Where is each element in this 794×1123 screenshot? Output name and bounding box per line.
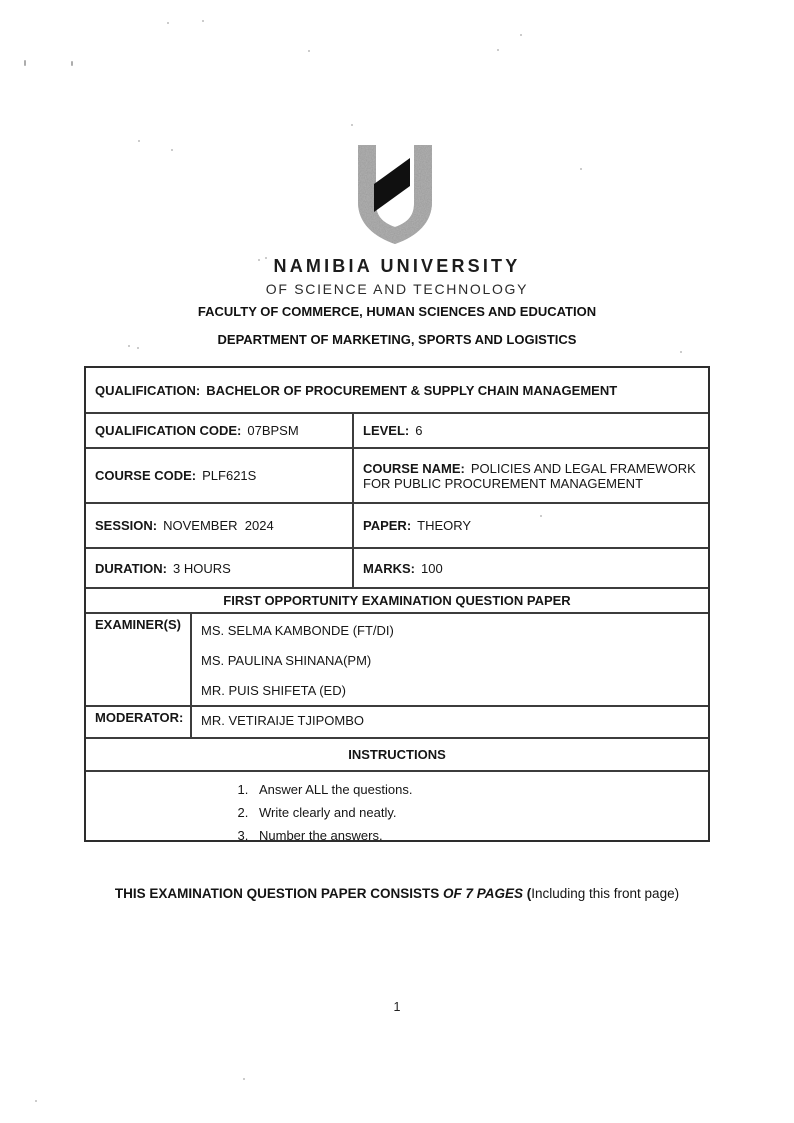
examiners-label-cell bbox=[86, 614, 190, 705]
shield-icon bbox=[349, 145, 441, 245]
course-name-label: COURSE NAME: bbox=[363, 460, 465, 476]
qualification-row bbox=[86, 368, 708, 412]
course-name-cell bbox=[352, 449, 708, 502]
page-count-note-italic: OF 7 PAGES bbox=[442, 886, 527, 901]
session-value: NOVEMBER 2024 bbox=[163, 518, 274, 533]
paper-label: PAPER: bbox=[363, 518, 412, 533]
marks-cell bbox=[352, 549, 708, 587]
instruction-item: 3. Number the answers. bbox=[252, 824, 412, 847]
moderator-name-cell bbox=[190, 707, 708, 737]
exam-details-table bbox=[84, 366, 710, 842]
moderator-row bbox=[86, 705, 708, 737]
examiner-name: MS. SELMA KAMBONDE (FT/DI) bbox=[201, 623, 394, 638]
examiners-names-cell bbox=[190, 614, 708, 705]
duration-cell bbox=[86, 549, 352, 587]
course-code-cell bbox=[86, 449, 352, 502]
page-count-note-rest: Including this front page) bbox=[531, 886, 680, 901]
examiner-name: MR. PUIS SHIFETA (ED) bbox=[201, 683, 346, 698]
session-label: SESSION: bbox=[95, 518, 158, 533]
course-row bbox=[86, 447, 708, 502]
duration-value: 3 HOURS bbox=[172, 560, 231, 576]
qualification-value: BACHELOR OF PROCUREMENT & SUPPLY CHAIN MANAGEMENT bbox=[206, 382, 618, 398]
instructions-banner: INSTRUCTIONS bbox=[86, 737, 708, 770]
course-code-label: COURSE CODE: bbox=[95, 468, 197, 483]
level-cell bbox=[352, 414, 708, 447]
examiners-label: EXAMINER(S) bbox=[95, 617, 181, 632]
duration-label: DURATION: bbox=[95, 560, 167, 576]
paper-value: THEORY bbox=[417, 518, 472, 533]
course-name-value: POLICIES AND LEGAL FRAMEWORK FOR PUBLIC PROCUREMENT MANAGEMENT bbox=[363, 460, 700, 491]
page-count-note bbox=[0, 886, 794, 901]
course-code-value: PLF621S bbox=[202, 468, 257, 483]
marks-value: 100 bbox=[421, 560, 443, 576]
instructions-list bbox=[86, 778, 412, 847]
moderator-value: MR. VETIRAIJE TJIPOMBO bbox=[201, 713, 365, 728]
university-logo bbox=[349, 145, 441, 245]
qualification-code-value: 07BPSM bbox=[247, 423, 299, 438]
moderator-label: MODERATOR: bbox=[95, 710, 184, 725]
paper-cell bbox=[352, 504, 708, 547]
qualification-code-label: QUALIFICATION CODE: bbox=[95, 423, 242, 438]
page-number: 1 bbox=[393, 1000, 401, 1014]
faculty-name: FACULTY OF COMMERCE, HUMAN SCIENCES AND EDUCATION bbox=[197, 304, 597, 319]
marks-label: MARKS: bbox=[363, 560, 415, 576]
paper-type-banner: FIRST OPPORTUNITY EXAMINATION QUESTION PAPER bbox=[86, 587, 708, 612]
session-cell bbox=[86, 504, 352, 547]
level-label: LEVEL: bbox=[363, 423, 410, 438]
qualification-label: QUALIFICATION: bbox=[95, 382, 201, 398]
university-subtitle: OF SCIENCE AND TECHNOLOGY bbox=[265, 281, 529, 297]
department-name: DEPARTMENT OF MARKETING, SPORTS AND LOGISTICS bbox=[217, 332, 577, 347]
instruction-item: 1. Answer ALL the questions. bbox=[252, 778, 412, 801]
duration-row bbox=[86, 547, 708, 587]
examiner-name: MS. PAULINA SHINANA(PM) bbox=[201, 653, 372, 668]
logo-diagonal-band bbox=[374, 158, 410, 212]
qualification-code-cell bbox=[86, 414, 352, 447]
session-row bbox=[86, 502, 708, 547]
level-value: 6 bbox=[415, 423, 423, 438]
instruction-item: 2. Write clearly and neatly. bbox=[252, 801, 412, 824]
moderator-label-cell bbox=[86, 707, 190, 737]
qualification-code-row bbox=[86, 412, 708, 447]
university-name: NAMIBIA UNIVERSITY bbox=[273, 256, 521, 276]
examiners-row bbox=[86, 612, 708, 705]
page-count-note-paren: ( bbox=[526, 886, 532, 901]
page-count-note-bold: THIS EXAMINATION QUESTION PAPER CONSISTS bbox=[114, 886, 443, 901]
instructions-row bbox=[86, 770, 708, 843]
